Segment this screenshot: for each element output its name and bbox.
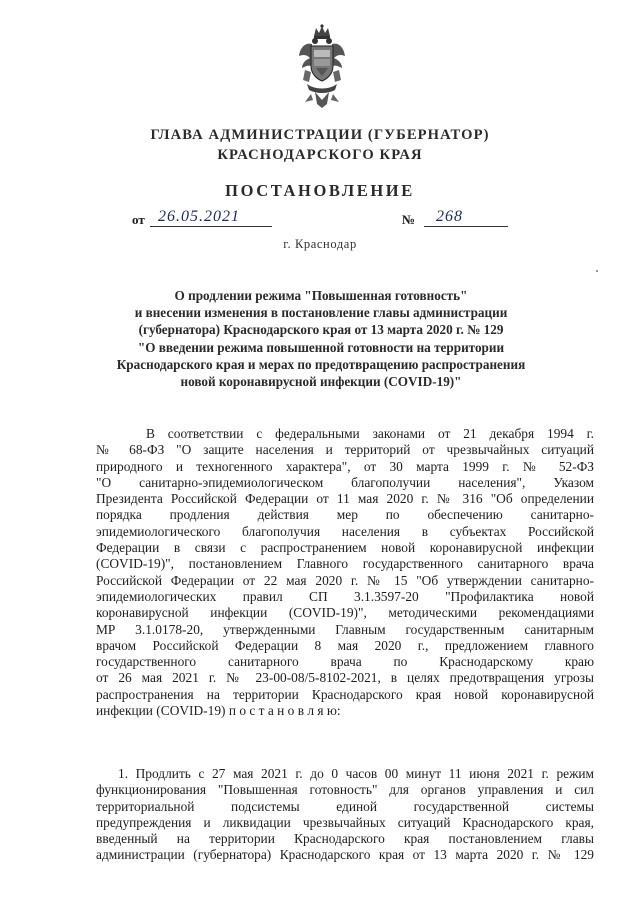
date-label: от — [132, 212, 145, 227]
authority-line-2: КРАСНОДАРСКОГО КРАЯ — [217, 147, 423, 163]
coat-of-arms — [297, 24, 347, 110]
authority-line-1: ГЛАВА АДМИНИСТРАЦИИ (ГУБЕРНАТОР) — [150, 127, 490, 143]
number-value: 268 — [424, 208, 508, 227]
body-line: 1. Продлить с 27 мая 2021 г. до 0 часов 00 минут 11 июня 2021 г. режим — [118, 766, 594, 781]
preamble — [96, 426, 594, 719]
body-line: администрации (губернатора) Краснодарского края от 13 марта 2020 г. № 129 — [96, 847, 594, 863]
title-line: новой коронавирусной инфекции (COVID-19)" — [180, 374, 462, 390]
document-type: ПОСТАНОВЛЕНИЕ — [225, 181, 415, 200]
city: г. Краснодар — [283, 237, 357, 251]
body-line: эпидемиологических правил СП 3.1.3597-20 "Профилактика новой — [96, 588, 594, 604]
title-line: "О введении режима повышенной готовности на территории — [137, 339, 505, 355]
date-value: 26.05.2021 — [150, 208, 272, 227]
title-line: О продлении режима "Повышенная готовность" — [174, 288, 468, 303]
body-line: Российской Федерации от 22 мая 2020 г. № 15 "Об утверждении санитарно- — [96, 572, 594, 588]
body-line: эпидемиологического благополучия населения в субъектах Российской — [96, 523, 594, 539]
body-line: предупреждения и ликвидации чрезвычайных ситуаций Краснодарского края, — [96, 814, 594, 830]
body-line: МР 3.1.0178-20, утвержденными Главным государственным санитарным — [96, 621, 594, 637]
body-line: природного и техногенного характера", от 30 марта 1999 г. № 52-ФЗ — [96, 458, 594, 474]
body-line: введенный на территории Краснодарского края постановлением главы — [96, 831, 594, 847]
body-line: коронавирусной инфекции (COVID-19)", методическими рекомендациями — [96, 605, 594, 621]
body-line: Президента Российской Федерации от 11 мая 2020 г. № 316 "Об определении — [96, 491, 594, 507]
body-line: функционирования "Повышенная готовность" для органов управления и сил — [96, 782, 594, 798]
body-line: В соответствии с федеральными законами от 21 декабря 1994 г. — [146, 426, 594, 441]
body-line: "О санитарно-эпидемиологическом благополучии населения", Указом — [96, 474, 594, 490]
item-1 — [96, 766, 594, 864]
document-title — [96, 287, 546, 390]
body-line: Федерации в связи с распространением новой коронавирусной инфекции — [96, 540, 594, 556]
body-line: порядка продления действия мер по обеспечению санитарно- — [96, 507, 594, 523]
date-number-row — [132, 210, 532, 232]
title-line: (губернатора) Краснодарского края от 13 марта 2020 г. № 129 — [138, 322, 504, 338]
body-line: от 26 мая 2021 г. № 23-00-08/5-8102-2021, в целях предотвращения угрозы — [96, 670, 594, 686]
body-line: инфекции (COVID-19) п о с т а н о в л я ю: — [96, 703, 341, 719]
body-line: государственного санитарного врача по Краснодарскому краю — [96, 654, 594, 670]
title-line: и внесении изменения в постановление главы администрации — [134, 305, 508, 321]
scan-speck — [596, 270, 598, 272]
body-line: № 68-ФЗ "О защите населения и территорий от чрезвычайных ситуаций — [96, 442, 594, 458]
body-line: врачом Российской Федерации 8 мая 2020 г., предложением главного — [96, 637, 594, 653]
body-line: территориальной подсистемы единой государственной системы — [96, 798, 594, 814]
title-line: Краснодарского края и мерах по предотвращению распространения — [116, 356, 526, 372]
number-label: № — [402, 212, 416, 227]
body-line: (COVID-19)", постановлением Главного государственного санитарного врача — [96, 556, 594, 572]
body-line: распространения на территории Краснодарского края новой коронавирусной — [96, 686, 594, 702]
